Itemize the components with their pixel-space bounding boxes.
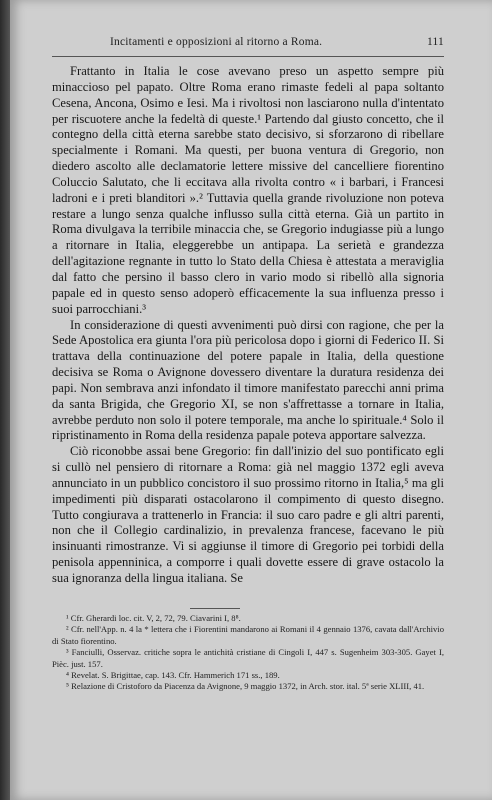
footnotes (52, 613, 444, 693)
paragraph-1: Frattanto in Italia le cose avevano preso un aspetto sempre più minaccioso pel papato. Oltre Roma erano rimaste fedeli al papa soltanto Cesena, Ancona, Osimo e Iesi. Ma i rivoltosi non lasciarono nulla d'intentato per riscuotere anche la fedeltà di queste.¹ Partendo dal giusto concetto, che il contegno della città eterna sarebbe stato decisivo, si sforzarono di ribellare specialmente i Romani. Ma questi, per buona ventura di Gregorio, non diedero ascolto alle declamatorie lettere missive del cancelliere fiorentino Coluccio Salutato, che li eccitava alla rivolta contro « i barbari, i Francesi ladroni e i preti blanditori ».² Tuttavia quella grande rivoluzione non poteva restare a lungo senza qualche influsso sulla città eterna. Già un partito in Roma divulgava la terribile minaccia che, se Gregorio indugiasse più a lungo a ritornare in Italia, eleggerebbe un antipapa. La serietà e grandezza dell'agitazione regnante in tutto lo Stato della Chiesa è attestata a meraviglia dal fatto che persino il basso clero in vario modo si ribellò alla signoria papale ed in questo senso adoperò efficacemente la sua influenza presso i suoi parrocchiani.³ (52, 64, 444, 316)
footnote-separator (190, 608, 240, 609)
main-text (52, 64, 444, 587)
running-title: Incitamenti e opposizioni al ritorno a Roma. (110, 36, 323, 48)
footnote-2: ² Cfr. nell'App. n. 4 la * lettera che i Fiorentini mandarono ai Romani il 4 gennaio 1376, cavata dall'Archivio di Stato fiorentino. (52, 624, 444, 646)
book-spine-shadow (0, 0, 10, 800)
footnote-4: ⁴ Revelat. S. Brigittae, cap. 143. Cfr. Hammerich 171 ss., 189. (66, 670, 280, 681)
footnote-1: ¹ Cfr. Gherardi loc. cit. V, 2, 72, 79. Ciavarini I, 8⁸. (66, 613, 241, 623)
footnote-3: ³ Fanciulli, Osservaz. critiche sopra le antichità cristiane di Cingoli I, 447 s. Sugenheim 303-305. Gayet I, Pièc. just. 157. (52, 647, 444, 669)
page-number: 111 (427, 36, 444, 48)
paragraph-3: Ciò riconobbe assai bene Gregorio: fin dall'inizio del suo pontificato egli si cullò nel pensiero di ritornare a Roma: già nel maggio 1372 egli aveva annunciato in un pubblico concistoro il suo prossimo ritorno in Italia,⁵ ma gli impedimenti più disparati ostacolarono il compimento di questo disegno. Tutto congiurava a trattenerlo in Francia: il suo caro padre e gli altri parenti, non che il Collegio cardinalizio, in prevalenza francese, facevano le più insinuanti rimostranze. Vi si aggiunse il timore di Gregorio pei torbidi della penisola appenninica, a comporre i quali dovette essere di grave ostacolo la sua ignoranza della lingua italiana. Se (52, 444, 444, 585)
footnote-5: ⁵ Relazione di Cristoforo da Piacenza da Avignone, 9 maggio 1372, in Arch. stor. ital. 5ª serie XLIII, 41. (66, 681, 425, 692)
running-header (52, 36, 444, 57)
paragraph-2: In considerazione di questi avvenimenti può dirsi con ragione, che per la Sede Apostolica era giunta l'ora più pericolosa dopo i giorni di Federico II. Si trattava della continuazione del potere papale in Italia, della questione decisiva se Roma o Avignone dovessero diventare la duratura residenza dei papi. Non sembrava anzi infondato il timore manifestato parecchi anni prima da santa Brigida, che Gregorio XI, se non s'affrettasse a tornare in Italia, avrebbe perduto non solo il potere temporale, ma anche lo spirituale.⁴ Solo il ripristinamento in Roma della residenza papale poteva apportare salvezza. (52, 317, 444, 443)
